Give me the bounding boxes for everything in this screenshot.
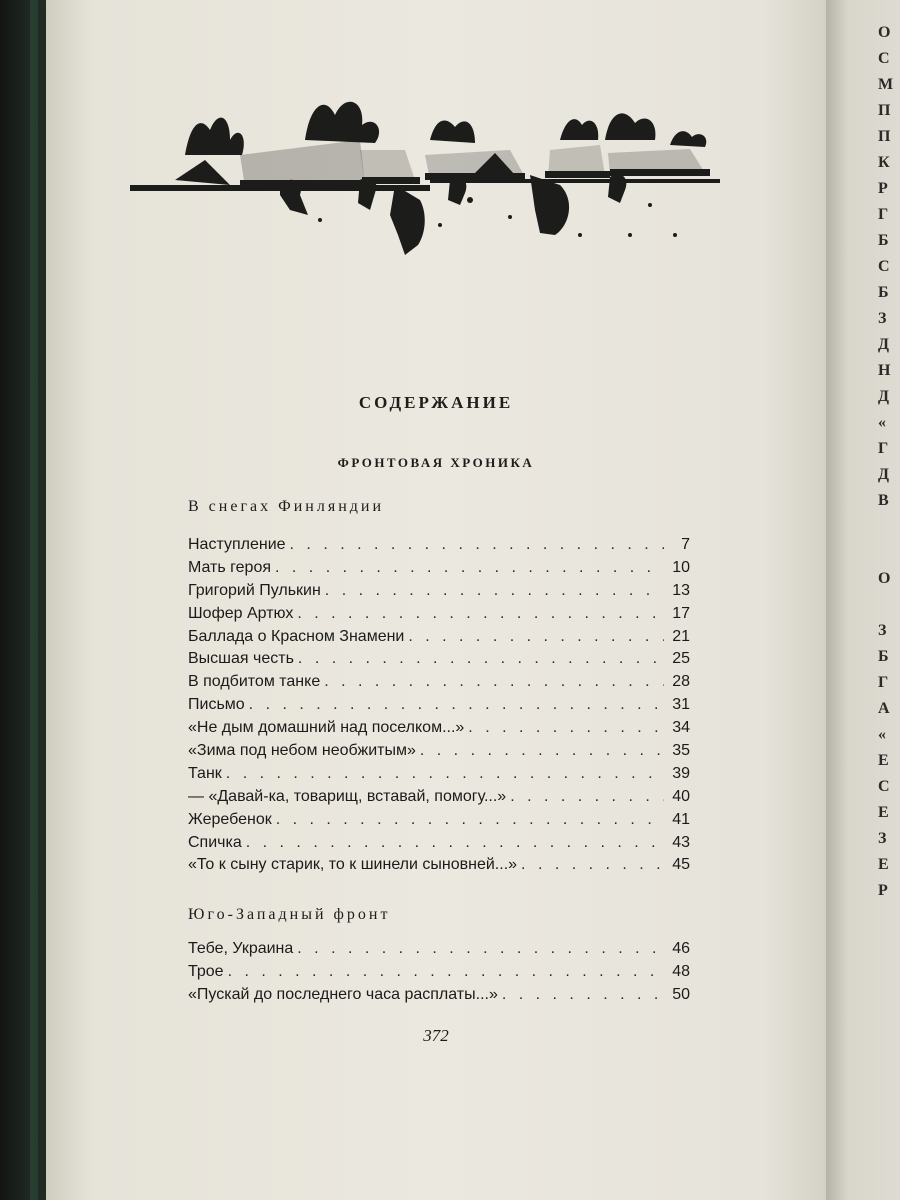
toc-leader-dots	[226, 765, 664, 783]
toc-entry-title: — «Давай-ка, товарищ, вставай, помогу...»	[188, 787, 507, 805]
facing-page-letters	[878, 20, 900, 904]
facing-page-letter: Д	[878, 336, 890, 353]
toc-entry	[188, 811, 690, 834]
toc-leader-dots	[290, 536, 664, 554]
toc-entry-title: «Зима под небом необжитым»	[188, 742, 416, 760]
toc-leader-dots	[249, 696, 664, 714]
toc-entry-title: Жеребенок	[188, 810, 272, 828]
toc-entry-title: «Не дым домашний над поселком...»	[188, 719, 465, 737]
toc-leader-dots	[228, 963, 664, 981]
facing-page-letter: Р	[878, 180, 888, 197]
toc-leader-dots	[420, 742, 664, 760]
toc-entry-page: 34	[672, 719, 690, 737]
toc-entry-title: Шофер Артюх	[188, 604, 294, 622]
toc-entry-page: 25	[672, 650, 690, 668]
toc-entry	[188, 834, 690, 857]
toc-entry-page: 39	[672, 764, 690, 782]
toc-entry-page: 43	[672, 833, 690, 851]
toc-entry-title: Письмо	[188, 696, 245, 714]
toc-leader-dots	[297, 940, 664, 958]
toc-leader-dots	[510, 788, 664, 806]
toc-list-finland	[188, 536, 690, 879]
toc-entry-title: Наступление	[188, 536, 286, 553]
toc-list-southwest-front	[188, 940, 690, 1009]
toc-entry	[188, 650, 690, 673]
toc-entry-page: 7	[681, 536, 690, 553]
toc-leader-dots	[324, 673, 664, 691]
facing-page-letter: А	[878, 700, 890, 717]
toc-entry	[188, 719, 690, 742]
facing-page-letter: О	[878, 570, 891, 587]
facing-page-letter: П	[878, 102, 891, 119]
toc-entry-page: 40	[672, 787, 690, 805]
toc-entry	[188, 536, 690, 559]
toc-entry	[188, 559, 690, 582]
toc-entry	[188, 940, 690, 963]
chapter-title: ФРОНТОВАЯ ХРОНИКА	[337, 455, 535, 470]
toc-entry	[188, 788, 690, 811]
toc-entry-page: 17	[672, 604, 690, 622]
facing-page-letter: Б	[878, 232, 889, 249]
toc-entry	[188, 765, 690, 788]
toc-entry	[188, 986, 690, 1009]
toc-leader-dots	[502, 986, 664, 1004]
facing-page-letter	[878, 592, 900, 618]
facing-page-letter	[878, 514, 900, 540]
toc-entry-title: Спичка	[188, 833, 242, 851]
facing-page-letter: «	[878, 414, 886, 431]
page-number: 372	[423, 1026, 449, 1045]
toc-leader-dots	[468, 719, 664, 737]
toc-entry-title: Баллада о Красном Знамени	[188, 627, 405, 645]
toc-entry-page: 45	[672, 856, 690, 874]
toc-leader-dots	[275, 559, 664, 577]
facing-page-letter: Е	[878, 804, 889, 821]
toc-entry-page: 31	[672, 696, 690, 714]
toc-entry-page: 21	[672, 627, 690, 645]
facing-page-letter: Р	[878, 882, 888, 899]
toc-entry-title: «Пускай до последнего часа расплаты...»	[188, 985, 498, 1003]
toc-entry-title: Мать героя	[188, 558, 272, 576]
toc-entry-page: 28	[672, 673, 690, 691]
facing-page-letter: Г	[878, 206, 889, 223]
winter-village-illustration	[130, 85, 720, 265]
facing-page-letter: О	[878, 24, 891, 41]
facing-page-letter: С	[878, 258, 890, 275]
toc-entry-page: 13	[672, 581, 690, 599]
facing-page-letter: Б	[878, 648, 889, 665]
toc-entry-title: В подбитом танке	[188, 673, 321, 691]
toc-entry	[188, 628, 690, 651]
facing-page-letter: М	[878, 76, 894, 93]
toc-leader-dots	[298, 650, 664, 668]
toc-entry	[188, 963, 690, 986]
facing-page-letter	[878, 540, 900, 566]
toc-entry-title: «То к сыну старик, то к шинели сыновней...»	[188, 856, 518, 874]
facing-page-letter: К	[878, 154, 890, 171]
toc-entry-page: 46	[672, 940, 690, 957]
facing-page-letter: Е	[878, 856, 889, 873]
facing-page-letter: Н	[878, 362, 891, 379]
toc-entry	[188, 673, 690, 696]
toc-entry-page: 10	[672, 558, 690, 576]
facing-page-letter: В	[878, 492, 889, 509]
facing-page-letter: «	[878, 726, 886, 743]
toc-leader-dots	[325, 582, 664, 600]
toc-entry-page: 41	[672, 810, 690, 828]
toc-leader-dots	[297, 605, 664, 623]
toc-leader-dots	[521, 856, 664, 874]
facing-page-letter: Д	[878, 388, 890, 405]
toc-entry	[188, 856, 690, 879]
facing-page-letter: З	[878, 830, 887, 847]
section-title-finland: В снегах Финляндии	[188, 498, 385, 515]
toc-entry-title: Григорий Пулькин	[188, 581, 321, 599]
toc-entry	[188, 582, 690, 605]
toc-leader-dots	[408, 628, 664, 646]
facing-page-letter: Г	[878, 440, 889, 457]
facing-page-letter: З	[878, 622, 887, 639]
facing-page-letter: С	[878, 778, 890, 795]
toc-entry	[188, 696, 690, 719]
facing-page-letter: З	[878, 310, 887, 327]
facing-page-letter: С	[878, 50, 890, 67]
toc-entry-page: 35	[672, 742, 690, 760]
toc-entry	[188, 742, 690, 765]
facing-page-letter: Б	[878, 284, 889, 301]
contents-title: СОДЕРЖАНИЕ	[358, 393, 514, 412]
toc-entry-page: 50	[672, 985, 690, 1003]
facing-page-letter: П	[878, 128, 891, 145]
section-title-southwest-front: Юго-Западный фронт	[188, 906, 391, 923]
binding-edge	[30, 0, 38, 1200]
facing-page-letter: Г	[878, 674, 889, 691]
toc-leader-dots	[276, 811, 664, 829]
toc-entry	[188, 605, 690, 628]
facing-page	[826, 0, 900, 1200]
toc-entry-page: 48	[672, 962, 690, 980]
toc-entry-title: Трое	[188, 962, 224, 980]
toc-leader-dots	[246, 834, 664, 852]
toc-entry-title: Высшая честь	[188, 650, 294, 668]
facing-page-letter: Д	[878, 466, 890, 483]
toc-entry-title: Танк	[188, 764, 222, 782]
facing-page-letter: Е	[878, 752, 889, 769]
toc-entry-title: Тебе, Украина	[188, 940, 294, 957]
